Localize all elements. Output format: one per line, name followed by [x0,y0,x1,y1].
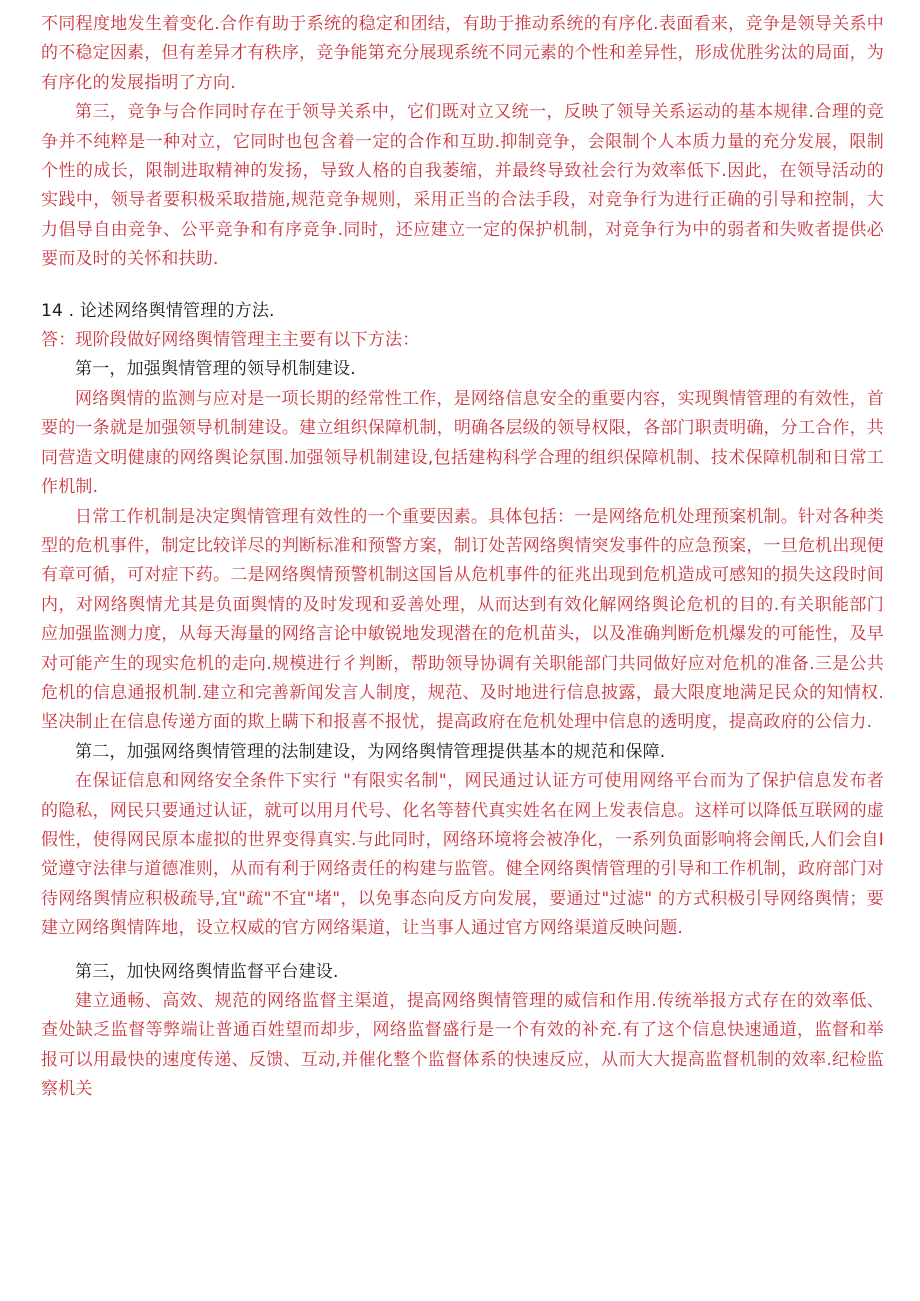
section-heading-first: 第一，加强舆情管理的领导机制建设. [75,359,356,380]
paragraph-daily-mechanism: 日常工作机制是决定舆情管理有效性的一个重要因素。具体包括：一是网络危机处理预案机制。针对各种类型的危机事件，制定比较详尽的判断标准和预警方案，制订处苦网络舆情突发事件的应急预案，一旦危机出现便有章可循，可对症下药。二是网络舆情预警机制这国旨从危机事件的征兆出现到危机造成可感知的损失这段时间内，对网络舆情尤其是负面舆情的及时发现和妥善处理，从而达到有效化解网络舆论危机的目的.有关职能部门应加强监测力度，从每天海量的网络言论中敏锐地发现潜在的危机苗头，以及准确判断危机爆发的可能性，及早对可能产生的现实危机的走向.规模进行彳判断，帮助领导协调有关职能部门共同做好应对危机的准备.三是公共危机的信息通报机制.建立和完善新闻发言人制度，规范、及时地进行信息披露，最大限度地满足民众的知情权.坚决制止在信息传递方面的欺上瞒下和报喜不报忧，提高政府在危机处理中信息的透明度，提高政府的公信力. [41,506,884,733]
paragraph-continuation: 不同程度地发生着变化.合作有助于系统的稳定和团结，有助于推动系统的有序化.表面看来，竞争是领导关系中的不稳定因素，但有差异才有秩序，竞争能第充分展现系统不同元素的个性和差异性，形成优胜劣汰的局面，为有序化的发展指明了方向. [41,14,884,93]
answer-intro: 答：现阶段做好网络舆情管理主主要有以下方法： [41,330,420,351]
paragraph-competition-cooperation: 第三，竞争与合作同时存在于领导关系中，它们既对立又统一，反映了领导关系运动的基本规律.合理的竞争并不纯粹是一种对立，它同时也包含着一定的合作和互助.抑制竞争，会限制个人本质力量的充分发展，限制个性的成长，限制进取精神的发扬，导致人格的自我萎缩，并最终导致社会行为效率低下.因此，在领导活动的实践中，领导者要积极采取措施,规范竞争规则，采用正当的合法手段，对竞争行为进行正确的引导和控制，大力倡导自由竞争、公平竞争和有序竞争.同时，还应建立一定的保护机制，对竞争行为中的弱者和失败者提供必要而及时的关怀和扶助. [41,102,884,270]
paragraph-legal-construction: 在保证信息和网络安全条件下实行 "有限实名制"，网民通过认证方可使用网络平台而为了保护信息发布者的隐私，网民只要通过认证，就可以用月代号、化名等替代真实姓名在网上发表信息。这样可以降低互联网的虚假性，使得网民原本虚拟的世界变得真实.与此同时，网络环境将会被净化，一系列负面影响将会阐氏,人们会自I觉遵守法律与道德准则，从而有利于网络责任的构建与监管。健全网络舆情管理的引导和工作机制，政府部门对待网络舆情应积极疏导,宜"疏"不宜"堵"，以免事态向反方向发展，要通过"过滤" 的方式积极引导网络舆情；要建立网络舆情阵地，设立权威的官方网络渠道，让当事人通过官方网络渠道反映问题. [41,771,884,939]
section-heading-second: 第二，加强网络舆情管理的法制建设，为网络舆情管理提供基本的规范和保障. [75,741,666,762]
section-heading-third: 第三，加快网络舆情监督平台建设. [75,961,339,982]
question-heading: 14 . 论述网络舆情管理的方法. [41,300,275,321]
paragraph-supervision-platform: 建立通畅、高效、规范的网络监督主渠道，提高网络舆情管理的威信和作用.传统举报方式存在的效率低、查处缺乏监督等弊端让普通百姓望而却步，网络监督盛行是一个有效的补充.有了这个信息快速通道，监督和举报可以用最快的速度传递、反馈、互动,并催化整个监督体系的快速反应，从而大大提高监督机制的效率.纪检监察机关 [41,991,884,1100]
paragraph-leadership-mechanism: 网络舆情的监测与应对是一项长期的经常性工作，是网络信息安全的重要内容，实现舆情管理的有效性，首要的一条就是加强领导机制建设。建立组织保障机制，明确各层级的领导权限，各部门职责明确，分工合作，共同营造文明健康的网络舆论氛围.加强领导机制建设,包括建构科学合理的组织保障机制、技术保障机制和日常工作机制. [41,388,884,498]
